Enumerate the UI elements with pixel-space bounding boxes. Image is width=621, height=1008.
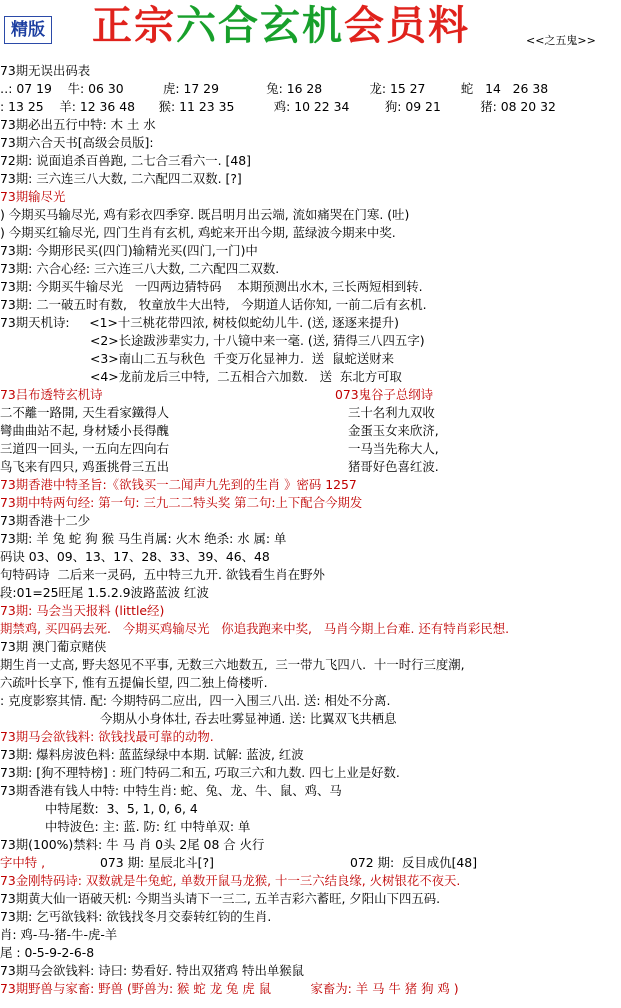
text-line: ‥: 07 19 牛: 06 30 虎: 17 29 兔: 16 28 龙: 15 27 蛇 14 26 38 [0,81,549,96]
title-char: 合 [218,2,260,49]
text-line: 码诀 03、09、13、17、28、33、39、46、48 [0,549,270,564]
text-line: 73期黄大仙一语破天机: 今期当头请下一三二, 五羊吉彩六蓄旺, 夕阳山下四五码. [0,891,441,906]
text-line: 73期: 乞丐欲钱料: 欲钱找冬月交泰转红钧的生肖. [0,909,272,924]
text-line: 期生肖一丈高, 野夫怒见不平事, 无数三六地数五, 三一带九飞四八. 十一时行三度潮, [0,657,465,672]
title-char: 正 [92,2,134,49]
text-line: 字中特 , [0,855,46,870]
text-line: 73期: 今期买牛输尽光 一四两边猜特码 本期预测出水木, 三长两短相到转. [0,279,423,294]
text-line: 73期(100%)禁料: 牛 马 肖 0头 2尾 08 合 火行 [0,837,265,852]
text-line: 73期马会欲钱料: 诗曰: 势看好. 特出双猪鸡 特出单猴鼠 [0,963,305,978]
text-line: 中特波色: 主: 蓝. 防: 红 中特单双: 单 [45,819,251,834]
title-char: 玄 [260,2,302,49]
text-line: ) 今期买马输尽光, 鸡有彩衣四季穿. 既吕明月出云端, 流如痛哭在门寒. (吐) [0,207,410,222]
text-line: <3>南山二五与秋色 千变万化显神力. 送 鼠蛇送财来 [90,351,395,366]
text-line: 73期中特两句经: 第一句: 三九二二特头奖 第二句:上下配合今期发 [0,495,363,510]
text-line: 73期: 爆料房波色料: 蓝蓝绿绿中本期. 试解: 蓝波, 红波 [0,747,304,762]
text-line: 73期香港中特圣旨:《欲钱买一二闻声九先到的生肖 》密码 1257 [0,477,357,492]
text-line: 尾 : 0-5-9-2-6-8 [0,945,95,960]
text-line: 句特码诗 二后来一灵码, 五中特三九开. 欲钱看生肖在野外 [0,567,325,582]
text-line: 73期: 二一破五时有数, 牧童放牛大出特, 今期道人话你知, 一前二后有玄机. [0,297,427,312]
text-line: 六疏叶长享下, 惟有五提偏长望, 四二独上倚楼听. [0,675,268,690]
text-line: 73期输尽光 [0,189,66,204]
text-line: 73期香港十二少 [0,513,91,528]
title-char: 会 [344,2,386,49]
text-line: <2>长途跋涉辈实力, 十八镜中来一毫. (送, 猜得三八四五字) [90,333,425,348]
text-line: ) 今期买红输尽光, 四门生肖有玄机, 鸡蛇来开出今期, 蓝绿波今期来中奖. [0,225,396,240]
page-subtitle: <<之五鬼>> [526,34,596,47]
text-line: 金蛋玉女来欣济, [348,423,439,438]
text-line: 三道四一回头, 一五向左四向右 [0,441,169,456]
text-line: 73期: 羊 兔 蛇 狗 猴 马生肖属: 火木 绝杀: 水 属: 单 [0,531,287,546]
text-line: 73期天机诗: <1>十三桃花带四浓, 树枝似蛇幼儿牛. (送, 逐逐来提升) [0,315,399,330]
title-char: 机 [302,2,344,49]
text-line: 73期 澳门葡京赌侠 [0,639,107,654]
title-char: 员 [386,2,428,49]
text-line: 73期: 六合心经: 三六连三八大数, 二六配四二双数. [0,261,280,276]
text-line: 73期: 今期形民买(四门)输精光买(四门,一门)中 [0,243,258,258]
text-line: <4>龙前龙后三中特, 二五相合六加数. 送 东北方可取 [90,369,402,384]
text-line: 73金刚特码诗: 双数就是牛兔蛇, 单数开鼠马龙猴, 十一三六结良缘, 火树银花不夜天. [0,873,461,888]
text-line: 73期无误出码表 [0,63,91,78]
text-line: 彎曲曲站不起, 身材矮小長得醜 [0,423,169,438]
text-line: 今期从小身体壮, 吞去吐雾显神通. 送: 比翼双飞共栖息 [100,711,397,726]
text-line: 73期必出五行中特: 木 土 水 [0,117,156,132]
premium-badge: 精版 [4,16,52,44]
text-line: 期禁鸡, 买四码去死. 今期买鸡输尽光 你追我跑来中奖, 马肖今期上台难. 还有特肖彩民想. [0,621,510,636]
text-line: 中特尾数: 3、5, 1, 0, 6, 4 [45,801,198,816]
title-char: 六 [176,2,218,49]
title-char: 宗 [134,2,176,49]
text-line: 鸟飞来有四只, 鸡蛋挑骨三五出 [0,459,169,474]
text-line: 73期马会欲钱料: 欲钱找最可靠的动物. [0,729,214,744]
text-line: 73期: [狗不理特榜] : 班门特码二和五, 巧取三六和九数. 四七上业是好数. [0,765,400,780]
text-line: 一马当先称大人, [348,441,439,456]
text-line: 072 期: 反目成仇[48] [350,855,478,870]
text-line: : 13 25 羊: 12 36 48 猴: 11 23 35 鸡: 10 22 34 狗: 09 21 猪: 08 20 32 [0,99,556,114]
text-line: 73期野兽与家畜: 野兽 (野兽为: 猴 蛇 龙 兔 虎 鼠 家畜为: 羊 马 牛 猪 狗 鸡 ) [0,981,459,996]
text-line: 三十名利九双收 [348,405,435,420]
text-line: 猪哥好色喜红波. [348,459,439,474]
text-line: : 克度影察其情. 配: 今期特码二应出, 四一入围三八出. 送: 相处不分离. [0,693,391,708]
text-line: 72期: 说面追杀百兽跑, 二七合三看六一. [48] [0,153,251,168]
title-char: 料 [428,2,470,49]
text-line: 二不離一路開, 天生看家鐵得人 [0,405,169,420]
text-line: 73吕布透特玄机诗 [0,387,103,402]
text-line: 段:01=25旺尾 1.5.2.9波路蓝波 红波 [0,585,209,600]
text-line: 73期香港有钱人中特: 中特生肖: 蛇、兔、龙、牛、鼠、鸡、马 [0,783,342,798]
text-line: 73期: 三六连三八大数, 二六配四二双数. [?] [0,171,242,186]
text-line: 073鬼谷子总纲诗 [335,387,433,402]
text-line: 073 期: 星辰北斗[?] [100,855,214,870]
page-title [92,4,470,48]
text-line: 73期: 马会当天报料 (little经) [0,603,165,618]
text-line: 肖: 鸡-马-猪-牛-虎-羊 [0,927,118,942]
text-line: 73期六合天书[高级会员版]: [0,135,154,150]
